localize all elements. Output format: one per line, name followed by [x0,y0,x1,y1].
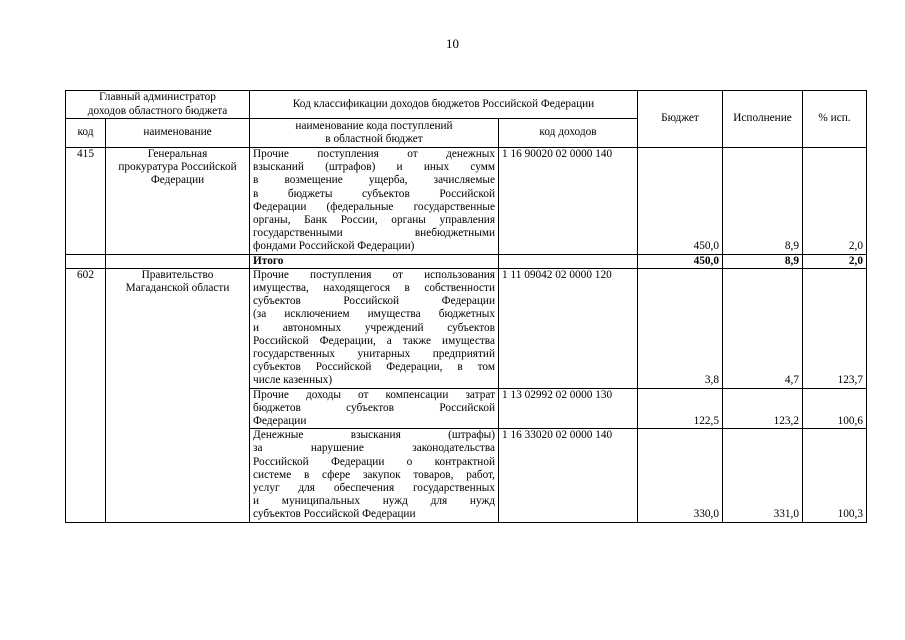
header-classification-group: Код классификации доходов бюджетов Российской Федерации [250,91,638,119]
total-percent: 2,0 [803,254,867,268]
total-row [66,254,867,268]
revenue-code: 1 16 90020 02 0000 140 [499,148,638,255]
header-execution: Исполнение [723,91,803,148]
header-admin-group: Главный администратор доходов областного бюджета [66,91,250,119]
revenue-name: Прочие поступления от использования имущества, находящегося в собственности субъектов Российской Федерации (за исключением имущества бюджетных и автономных учреждений субъектов Российской Федерации, а также имущества государственных унитарных предприятий субъектов Российской Федерации, в том числе казенных) [250,268,499,388]
total-execution: 8,9 [723,254,803,268]
header-name: наименование [106,119,250,148]
header-revenue-code: код доходов [499,119,638,148]
budget-value: 122,5 [638,388,723,429]
percent-value: 100,6 [803,388,867,429]
header-code: код [66,119,106,148]
admin-code: 415 [66,148,106,255]
budget-value: 330,0 [638,429,723,522]
percent-value: 123,7 [803,268,867,388]
execution-value: 331,0 [723,429,803,522]
revenue-code: 1 16 33020 02 0000 140 [499,429,638,522]
revenue-name: Прочие доходы от компенсации затрат бюджетов субъектов Российской Федерации [250,388,499,429]
revenue-code: 1 13 02992 02 0000 130 [499,388,638,429]
percent-value: 2,0 [803,148,867,255]
revenue-code: 1 11 09042 02 0000 120 [499,268,638,388]
revenue-table [65,90,867,523]
header-revenue-name: наименование кода поступлений в областной бюджет [250,119,499,148]
admin-name: Правительство Магаданской области [106,268,250,522]
revenue-name: Прочие поступления от денежных взысканий (штрафов) и иных сумм в возмещение ущерба, зачисляемые в бюджеты субъектов Российской Федерации (федеральные государственные органы, Банк России, органы управления государственными внебюджетными фондами Российской Федерации) [250,148,499,255]
total-label: Итого [250,254,499,268]
header-percent: % исп. [803,91,867,148]
budget-value: 450,0 [638,148,723,255]
table-row [66,268,867,388]
percent-value: 100,3 [803,429,867,522]
header-row-1 [66,91,867,119]
header-budget: Бюджет [638,91,723,148]
total-budget: 450,0 [638,254,723,268]
revenue-name: Денежные взыскания (штрафы) за нарушение законодательства Российской Федерации о контрактной системе в сфере закупок товаров, работ, услуг для обеспечения государственных и муниципальных нужд для нужд субъектов Российской Федерации [250,429,499,522]
admin-code: 602 [66,268,106,522]
execution-value: 8,9 [723,148,803,255]
budget-value: 3,8 [638,268,723,388]
table-row [66,148,867,255]
execution-value: 123,2 [723,388,803,429]
page-number: 10 [446,36,459,51]
admin-name: Генеральная прокуратура Российской Федерации [106,148,250,255]
execution-value: 4,7 [723,268,803,388]
